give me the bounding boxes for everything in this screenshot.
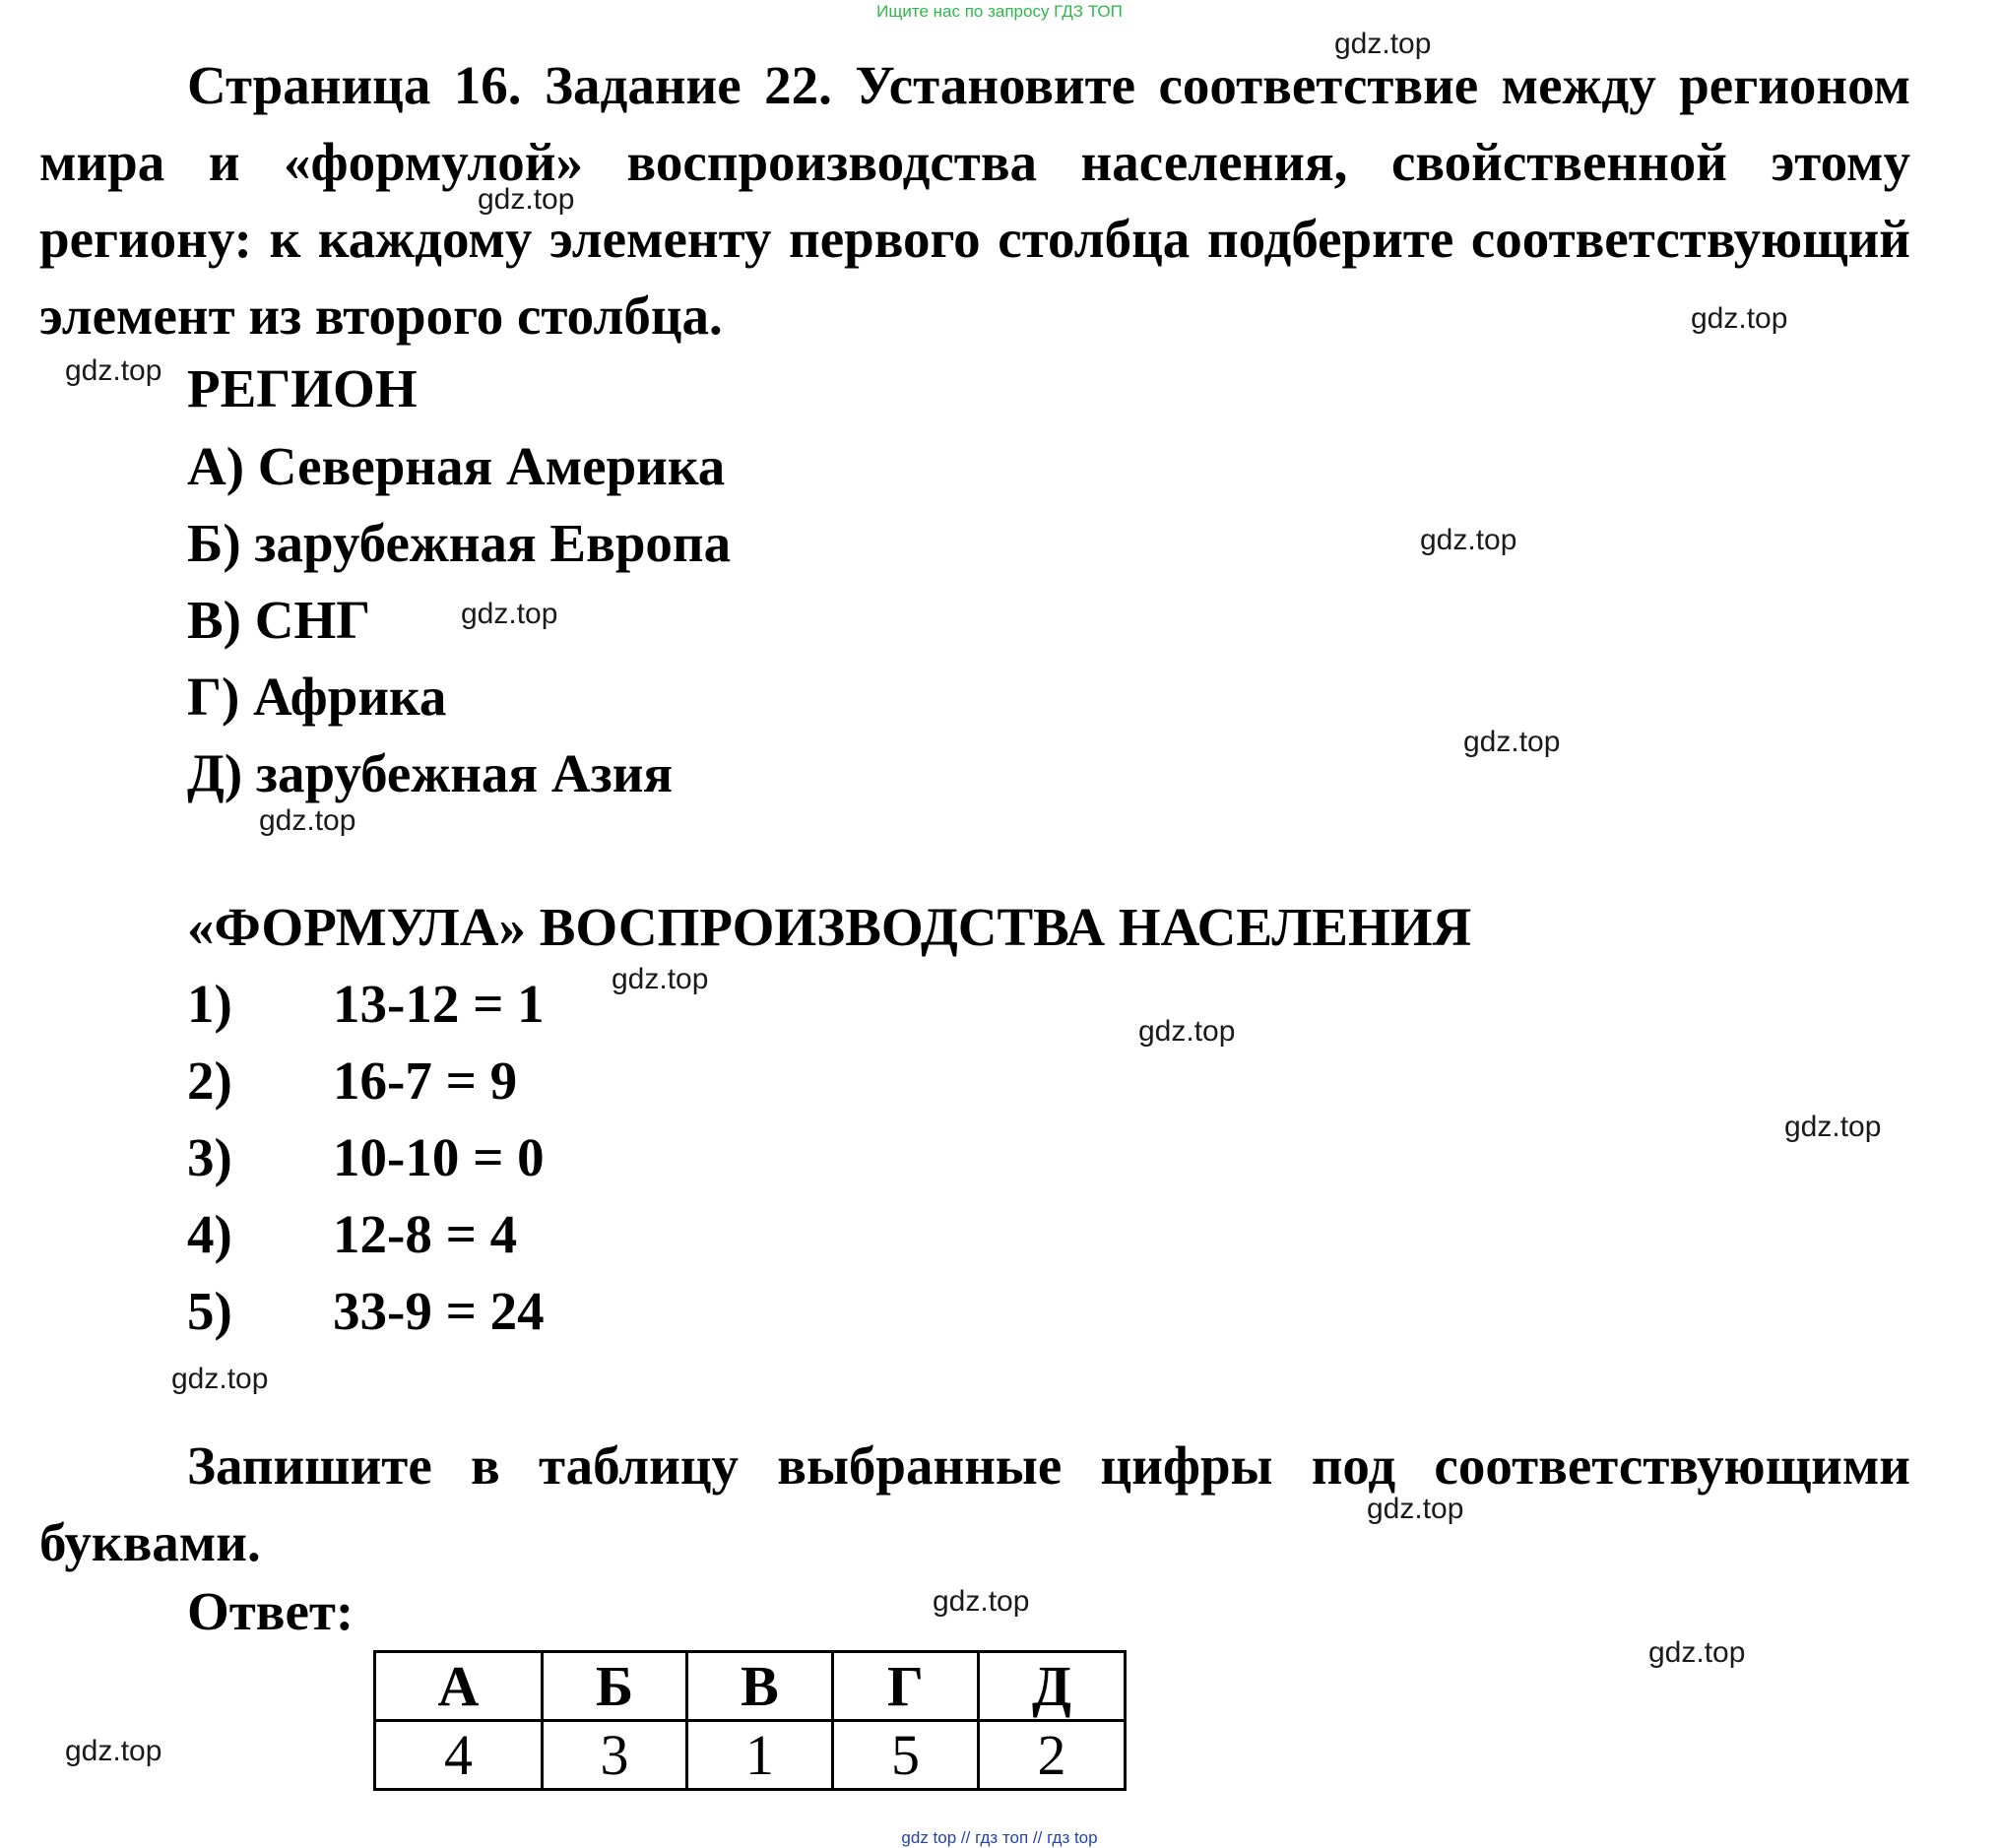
- answer-header-cell: Д: [979, 1652, 1126, 1721]
- watermark: gdz.top: [1691, 302, 1788, 335]
- formula-number: 3): [187, 1127, 232, 1187]
- watermark: gdz.top: [65, 354, 162, 387]
- formula-expression: 10-10 = 0: [333, 1127, 545, 1187]
- region-item-a: А) Северная Америка: [187, 436, 726, 496]
- formula-expression: 16-7 = 9: [333, 1051, 518, 1111]
- watermark: gdz.top: [1463, 726, 1561, 758]
- answer-header-cell: А: [375, 1652, 543, 1721]
- formula-expression: 33-9 = 24: [333, 1281, 545, 1341]
- formula-item: [187, 1205, 778, 1264]
- instruction-text: Запишите в таблицу выбранные цифры под соответствующими буквами.: [39, 1435, 1910, 1572]
- watermark: gdz.top: [259, 804, 356, 837]
- watermark: gdz.top: [1648, 1636, 1746, 1669]
- formula-number: 4): [187, 1204, 232, 1264]
- answer-header-row: [375, 1652, 1126, 1721]
- formula-expression: 12-8 = 4: [333, 1204, 518, 1264]
- answer-header-cell: Г: [833, 1652, 979, 1721]
- answer-value-cell: 1: [687, 1721, 833, 1790]
- watermark: gdz.top: [1138, 1015, 1236, 1048]
- watermark: gdz.top: [478, 183, 575, 216]
- region-item-g: Г) Африка: [187, 667, 447, 727]
- watermark: gdz.top: [461, 598, 558, 630]
- watermark: gdz.top: [65, 1735, 162, 1767]
- answer-label: Ответ:: [187, 1581, 355, 1641]
- footer-note: gdz top // гдз топ // гдз top: [901, 1828, 1098, 1847]
- region-item-b: Б) зарубежная Европа: [187, 513, 732, 573]
- formula-number: 2): [187, 1051, 232, 1111]
- answer-header-cell: В: [687, 1652, 833, 1721]
- header-note: Ищите нас по запросу ГДЗ ТОП: [876, 2, 1123, 21]
- watermark: gdz.top: [1420, 524, 1517, 556]
- answer-value-cell: 5: [833, 1721, 979, 1790]
- formula-heading: «ФОРМУЛА» ВОСПРОИЗВОДСТВА НАСЕЛЕНИЯ: [187, 897, 1472, 957]
- region-heading: РЕГИОН: [187, 358, 418, 418]
- formula-expression: 13-12 = 1: [333, 974, 545, 1034]
- watermark: gdz.top: [171, 1363, 269, 1395]
- formula-number: 5): [187, 1281, 232, 1341]
- watermark: gdz.top: [1334, 28, 1432, 60]
- answer-header-cell: Б: [543, 1652, 687, 1721]
- task-text: Страница 16. Задание 22. Установите соответствие между регионом мира и «формулой» воспроизводства населения, свойственной этому региону: к каждому элементу первого столбца подберите соответствующий элемент из второго столбца.: [39, 55, 1910, 346]
- answer-value-row: [375, 1721, 1126, 1790]
- answer-value-cell: 3: [543, 1721, 687, 1790]
- formula-item: [187, 1051, 778, 1111]
- watermark: gdz.top: [1784, 1111, 1882, 1143]
- formula-item: [187, 1128, 778, 1187]
- formula-number: 1): [187, 974, 232, 1034]
- region-item-d: Д) зарубежная Азия: [187, 743, 674, 803]
- watermark: gdz.top: [1367, 1493, 1464, 1525]
- watermark: gdz.top: [612, 963, 709, 995]
- formula-item: [187, 1282, 778, 1341]
- answer-value-cell: 2: [979, 1721, 1126, 1790]
- watermark: gdz.top: [933, 1585, 1030, 1618]
- answer-table: [373, 1650, 1127, 1791]
- region-item-v: В) СНГ: [187, 590, 371, 650]
- answer-value-cell: 4: [375, 1721, 543, 1790]
